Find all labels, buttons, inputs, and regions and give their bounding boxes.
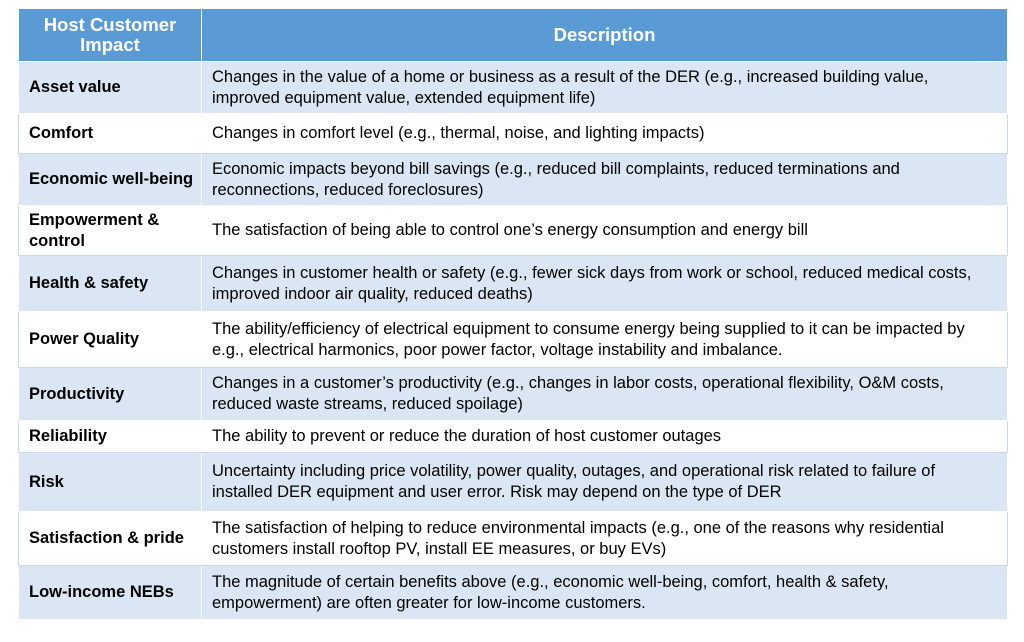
impact-description: The ability/efficiency of electrical equipment to consume energy being supplied to it can be impacted by e.g., electrical harmonics, poor power factor, voltage instability and imbalance. xyxy=(202,312,1008,368)
host-customer-impact-table xyxy=(18,8,1008,620)
impact-table-container xyxy=(18,8,1007,620)
impact-description: The satisfaction of helping to reduce environmental impacts (e.g., one of the reasons why residential customers install rooftop PV, install EE measures, or buy EVs) xyxy=(202,512,1008,566)
impact-name: Economic well-being xyxy=(19,154,202,206)
impact-name: Reliability xyxy=(19,421,202,453)
table-row xyxy=(19,312,1008,368)
table-row xyxy=(19,206,1008,256)
table-row xyxy=(19,114,1008,154)
impact-description: Changes in comfort level (e.g., thermal, noise, and lighting impacts) xyxy=(202,114,1008,154)
table-row xyxy=(19,62,1008,114)
impact-name: Empowerment & control xyxy=(19,206,202,256)
impact-name: Risk xyxy=(19,453,202,512)
table-row xyxy=(19,453,1008,512)
impact-name: Low-income NEBs xyxy=(19,566,202,620)
header-host-customer-impact: Host Customer Impact xyxy=(19,9,202,62)
impact-description: Changes in a customer’s productivity (e.g., changes in labor costs, operational flexibility, O&M costs, reduced waste streams, reduced spoilage) xyxy=(202,368,1008,421)
table-row xyxy=(19,154,1008,206)
table-row xyxy=(19,566,1008,620)
impact-name: Comfort xyxy=(19,114,202,154)
impact-description: Uncertainty including price volatility, power quality, outages, and operational risk related to failure of installed DER equipment and user error. Risk may depend on the type of DER xyxy=(202,453,1008,512)
impact-description: The ability to prevent or reduce the duration of host customer outages xyxy=(202,421,1008,453)
table-row xyxy=(19,512,1008,566)
impact-name: Productivity xyxy=(19,368,202,421)
table-row xyxy=(19,256,1008,312)
header-description: Description xyxy=(202,9,1008,62)
impact-description: Economic impacts beyond bill savings (e.g., reduced bill complaints, reduced terminations and reconnections, reduced foreclosures) xyxy=(202,154,1008,206)
table-header-row xyxy=(19,9,1008,62)
table-row xyxy=(19,421,1008,453)
impact-name: Asset value xyxy=(19,62,202,114)
impact-name: Power Quality xyxy=(19,312,202,368)
table-row xyxy=(19,368,1008,421)
impact-name: Health & safety xyxy=(19,256,202,312)
impact-description: The satisfaction of being able to control one’s energy consumption and energy bill xyxy=(202,206,1008,256)
impact-name: Satisfaction & pride xyxy=(19,512,202,566)
impact-description: Changes in customer health or safety (e.g., fewer sick days from work or school, reduced medical costs, improved indoor air quality, reduced deaths) xyxy=(202,256,1008,312)
impact-description: Changes in the value of a home or business as a result of the DER (e.g., increased building value, improved equipment value, extended equipment life) xyxy=(202,62,1008,114)
impact-description: The magnitude of certain benefits above (e.g., economic well-being, comfort, health & safety, empowerment) are often greater for low-income customers. xyxy=(202,566,1008,620)
